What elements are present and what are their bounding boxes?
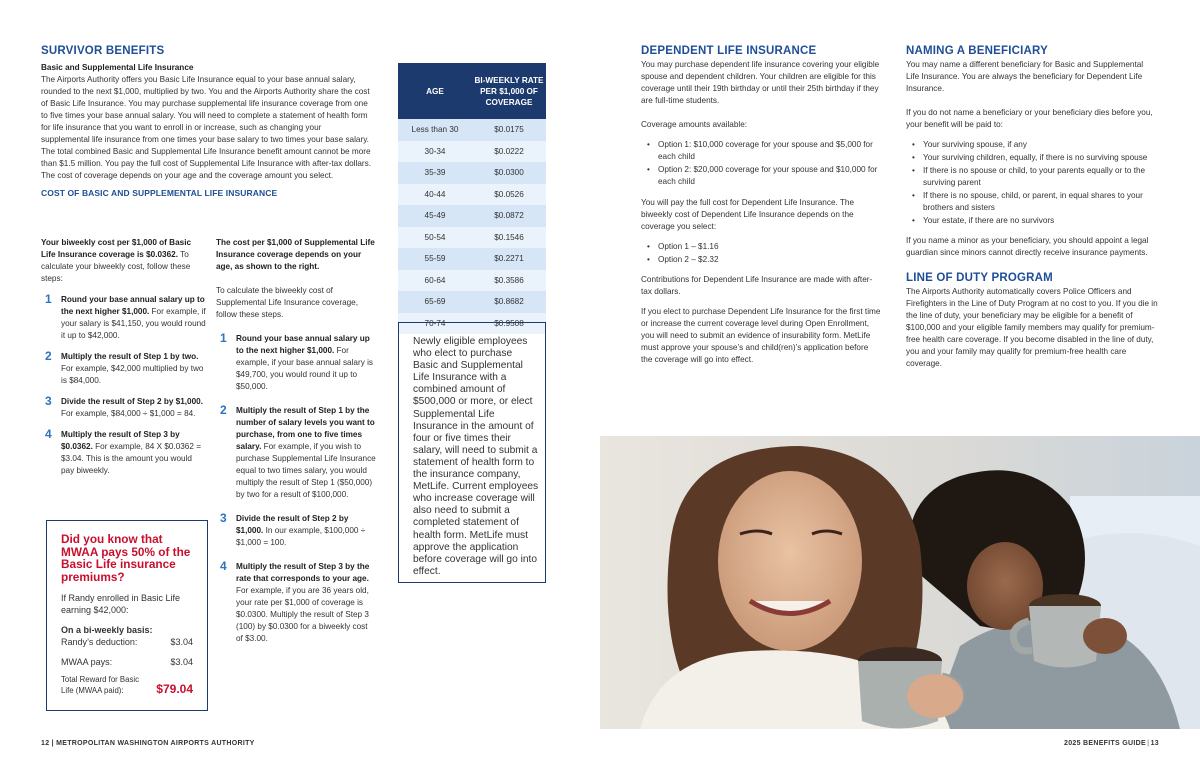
- rate-cell: $0.0175: [472, 119, 546, 141]
- left-footer: 12 | METROPOLITAN WASHINGTON AIRPORTS AUTHORITY: [41, 740, 255, 747]
- basic-cost-step-text: For example, $84,000 ÷ $1,000 = 84.: [61, 409, 196, 418]
- rate-header: BI-WEEKLY RATE PER $1,000 OF COVERAGE: [472, 63, 546, 119]
- basic-cost-step-bold: Multiply the result of Step 3 by $0.0362.: [61, 430, 180, 451]
- beneficiary-p3: If you name a minor as your beneficiary, you should appoint a legal guardian since minors cannot directly receive insurance payments.: [906, 236, 1149, 257]
- rate-row: [398, 205, 546, 227]
- right-footer-guide: 2025 BENEFITS GUIDE: [1064, 740, 1146, 747]
- supplemental-cost-step-bold: Round your base annual salary up to the next higher $1,000.: [236, 334, 370, 355]
- beneficiary-section: [906, 45, 1158, 370]
- age-cell: 70-74: [398, 313, 472, 335]
- supplemental-cost-step-number: 4: [220, 559, 227, 573]
- rate-table-body: [398, 119, 546, 334]
- basic-cost-step-number: 1: [45, 292, 52, 306]
- supplemental-cost-step-text: In our example, $100,000 ÷ $1,000 = 100.: [236, 526, 366, 547]
- rate-cell: $0.0222: [472, 141, 546, 163]
- supplemental-cost-step-number: 1: [220, 331, 227, 345]
- total-reward-label: Total Reward for Basic Life (MWAA paid):: [61, 675, 139, 695]
- basic-cost-intro-bold: Your biweekly cost per $1,000 of Basic Life Insurance coverage is $0.0362.: [41, 238, 192, 259]
- basic-cost-column: [41, 237, 206, 477]
- supplemental-cost-step-bold: Divide the result of Step 2 by $1,000.: [236, 514, 349, 535]
- supplemental-cost-step-text: For example, if you are 36 years old, your rate per $1,000 of coverage is $0.0300. Multiply the result of Step 3 (100) by $0.0300 for a biweekly cost of $3.00.: [236, 586, 369, 643]
- rate-table-wrapper: [398, 63, 546, 334]
- mwaa-pays-label: MWAA pays:: [61, 657, 113, 667]
- age-cell: Less than 30: [398, 119, 472, 141]
- dependent-life-p1: You may purchase dependent life insurance covering your eligible spouse and dependent children. Your children are eligible for this coverage until their 19th birthday or until their 25th birthday if they are full-time students.: [641, 60, 880, 105]
- beneficiary-list-item: • If there is no spouse, child, or parent, in equal shares to your brothers and sisters: [906, 190, 1158, 214]
- photo-illustration: [600, 436, 1200, 729]
- basic-cost-steps: [41, 294, 206, 477]
- dependent-life-p3: You will pay the full cost for Dependent Life Insurance. The biweekly cost of Dependent Life Insurance depends on the coverage you select:: [641, 198, 855, 231]
- rate-table: [398, 63, 546, 334]
- basic-cost-step-number: 2: [45, 349, 52, 363]
- coverage-option-1: • Option 1: $10,000 coverage for your spouse and $5,000 for each child: [641, 139, 881, 163]
- basic-supplemental-subtitle: Basic and Supplemental Life Insurance: [41, 63, 194, 72]
- beneficiary-list-item: • Your surviving spouse, if any: [906, 139, 1158, 151]
- age-cell: 50-54: [398, 227, 472, 249]
- age-cell: 65-69: [398, 291, 472, 313]
- total-reward-row: [61, 674, 193, 696]
- supplemental-cost-step-text: For example, if you wish to purchase Supplemental Life Insurance equal to two times salary, you would multiply the result of Step 1 ($50,000) by two for a result of $100,000.: [236, 442, 376, 499]
- age-cell: 60-64: [398, 270, 472, 292]
- rate-cell: $0.0872: [472, 205, 546, 227]
- supplemental-cost-step-1: [216, 333, 376, 393]
- basic-cost-step-bold: Divide the result of Step 2 by $1,000.: [61, 397, 203, 406]
- age-cell: 40-44: [398, 184, 472, 206]
- did-you-know-title: Did you know that MWAA pays 50% of the Basic Life insurance premiums?: [61, 532, 191, 584]
- supplemental-cost-step-2: [216, 405, 376, 501]
- dependent-costs-list: [641, 241, 881, 266]
- survivor-benefits-title: SURVIVOR BENEFITS: [41, 45, 165, 57]
- supplemental-cost-step-number: 3: [220, 511, 227, 525]
- rate-row: [398, 184, 546, 206]
- rate-cell: $0.8682: [472, 291, 546, 313]
- rate-cell: $0.0526: [472, 184, 546, 206]
- beneficiary-list-item: • Your surviving children, equally, if there is no surviving spouse: [906, 152, 1158, 164]
- age-cell: 55-59: [398, 248, 472, 270]
- beneficiary-p2: If you do not name a beneficiary or your beneficiary dies before you, your benefit will be paid to:: [906, 108, 1153, 129]
- total-reward-value: $79.04: [156, 682, 193, 696]
- deduction-row: [61, 636, 193, 648]
- deduction-label: Randy’s deduction:: [61, 637, 138, 647]
- basic-cost-step-4: [41, 429, 206, 477]
- rate-row: [398, 141, 546, 163]
- survivor-benefits-section: [41, 45, 371, 198]
- friends-coffee-photo: [600, 436, 1200, 729]
- supplemental-cost-steps: [216, 333, 376, 645]
- mwaa-pays-row: [61, 656, 193, 668]
- basic-cost-step-text: For example, $42,000 multiplied by two is $84,000.: [61, 364, 204, 385]
- dependent-cost-2: • Option 2 – $2.32: [641, 254, 881, 266]
- coverage-option-2: • Option 2: $20,000 coverage for your spouse and $10,000 for each child: [641, 164, 881, 188]
- right-footer-page: 13: [1150, 740, 1159, 747]
- rate-row: [398, 291, 546, 313]
- supplemental-cost-intro-bold: The cost per $1,000 of Supplemental Life Insurance coverage depends on your age, as shown to the right.: [216, 238, 375, 271]
- did-you-know-basis: On a bi-weekly basis:: [61, 625, 153, 635]
- coverage-options-list: [641, 139, 881, 188]
- rate-cell: $0.1546: [472, 227, 546, 249]
- beneficiary-list: [906, 139, 1158, 227]
- dependent-life-p5: If you elect to purchase Dependent Life Insurance for the first time or increase the current coverage level during Open Enrollment, you will need to submit an evidence of insurability form. MetLife must approve your spouse’s and child(ren)’s application before the coverage will go into effect.: [641, 307, 881, 364]
- supplemental-cost-step-bold: Multiply the result of Step 3 by the rate that corresponds to your age.: [236, 562, 370, 583]
- basic-cost-intro: [41, 237, 206, 285]
- rate-cell: $0.9508: [472, 313, 546, 335]
- basic-cost-step-text: For example, 84 X $0.0362 = $3.04. This is the amount you would pay biweekly.: [61, 442, 201, 475]
- supplemental-cost-step-bold: Multiply the result of Step 1 by the number of salary levels you want to purchase, from one to five times salary.: [236, 406, 375, 451]
- dependent-cost-1: • Option 1 – $1.16: [641, 241, 881, 253]
- did-you-know-box: [46, 520, 208, 711]
- basic-cost-step-number: 4: [45, 427, 52, 441]
- statement-of-health-callout: [398, 322, 546, 583]
- beneficiary-list-item: • Your estate, if there are no survivors: [906, 215, 1158, 227]
- basic-cost-intro-rest: To calculate your biweekly cost, follow these steps:: [41, 250, 191, 283]
- basic-cost-step-2: [41, 351, 206, 387]
- right-footer: [1064, 740, 1159, 747]
- basic-cost-step-1: [41, 294, 206, 342]
- beneficiary-title: NAMING A BENEFICIARY: [906, 45, 1048, 57]
- statement-of-health-text: Newly eligible employees who elect to purchase Basic and Supplemental Life Insurance with a combined amount of $500,000 or more, or elect Supplemental Life Insurance in the amount of four or five times their salary, will need to submit a statement of health form to the insurance company, MetLife. Current employees who increase coverage will also need to submit a completed statement of health form. MetLife must approve the application before coverage will go into effect.: [413, 336, 539, 577]
- rate-cell: $0.2271: [472, 248, 546, 270]
- dependent-life-p2: Coverage amounts available:: [641, 120, 748, 129]
- basic-cost-step-number: 3: [45, 394, 52, 408]
- cost-section-title: COST OF BASIC AND SUPPLEMENTAL LIFE INSURANCE: [41, 188, 278, 198]
- age-cell: 45-49: [398, 205, 472, 227]
- right-footer-separator: |: [1147, 740, 1150, 747]
- dependent-life-title: DEPENDENT LIFE INSURANCE: [641, 45, 817, 57]
- rate-row: [398, 270, 546, 292]
- rate-row: [398, 248, 546, 270]
- line-of-duty-body: The Airports Authority automatically covers Police Officers and Firefighters in the Line of Duty Program at no cost to you. If you die in the line of duty, your beneficiary may be eligible for a benefit of $100,000 and your eligible family members may qualify for premium-free health care coverage. If you become disabled in the line of duty, you and your family may qualify for premium-free health care coverage.: [906, 287, 1158, 368]
- age-cell: 30-34: [398, 141, 472, 163]
- beneficiary-list-item: • If there is no spouse or child, to your parents equally or to the surviving parent: [906, 165, 1158, 189]
- supplemental-cost-column: [216, 237, 376, 645]
- mwaa-pays-value: $3.04: [170, 657, 193, 667]
- basic-cost-step-3: [41, 396, 206, 420]
- rate-row: [398, 227, 546, 249]
- rate-row: [398, 119, 546, 141]
- supplemental-cost-intro: To calculate the biweekly cost of Supplemental Life Insurance coverage, follow these steps.: [216, 286, 359, 319]
- supplemental-cost-step-number: 2: [220, 403, 227, 417]
- age-header: AGE: [398, 63, 472, 119]
- supplemental-cost-step-3: [216, 513, 376, 549]
- supplemental-cost-step-text: For example, if your base annual salary is $49,700, you would round it up to $50,000.: [236, 346, 373, 391]
- basic-cost-step-text: For example, if your salary is $41,150, you would round it up to $42,000.: [61, 307, 206, 340]
- deduction-value: $3.04: [170, 637, 193, 647]
- rate-cell: $0.3586: [472, 270, 546, 292]
- basic-cost-step-bold: Round your base annual salary up to the next higher $1,000.: [61, 295, 205, 316]
- did-you-know-intro: If Randy enrolled in Basic Life earning $42,000:: [61, 593, 181, 615]
- age-cell: 35-39: [398, 162, 472, 184]
- basic-cost-step-bold: Multiply the result of Step 1 by two.: [61, 352, 199, 361]
- rate-cell: $0.0300: [472, 162, 546, 184]
- survivor-benefits-body: The Airports Authority offers you Basic Life Insurance equal to your base annual salary, rounded to the next $1,000, multiplied by two. You and the Airports Authority share the cost of Basic Life Insurance. You may purchase supplemental life insurance coverage from one to five times your base annual salary. You will need to complete a statement of health form for life insurance that you want to enroll in or increase, such as changing your supplemental life insurance from one times your base salary to two times your base salary. The total combined Basic and Supplemental Life Insurance benefit amount cannot be more than $1.5 million. You pay the full cost of Supplemental Life Insurance with after-tax dollars. The cost of coverage depends on your age and the coverage amount you select.: [41, 75, 371, 180]
- line-of-duty-title: LINE OF DUTY PROGRAM: [906, 272, 1053, 284]
- beneficiary-p1: You may name a different beneficiary for Basic and Supplemental Life Insurance. You are always the beneficiary for Dependent Life Insurance.: [906, 60, 1144, 93]
- rate-row: [398, 162, 546, 184]
- dependent-life-section: [641, 45, 881, 366]
- dependent-life-p4: Contributions for Dependent Life Insurance are made with after-tax dollars.: [641, 275, 873, 296]
- supplemental-cost-step-4: [216, 561, 376, 645]
